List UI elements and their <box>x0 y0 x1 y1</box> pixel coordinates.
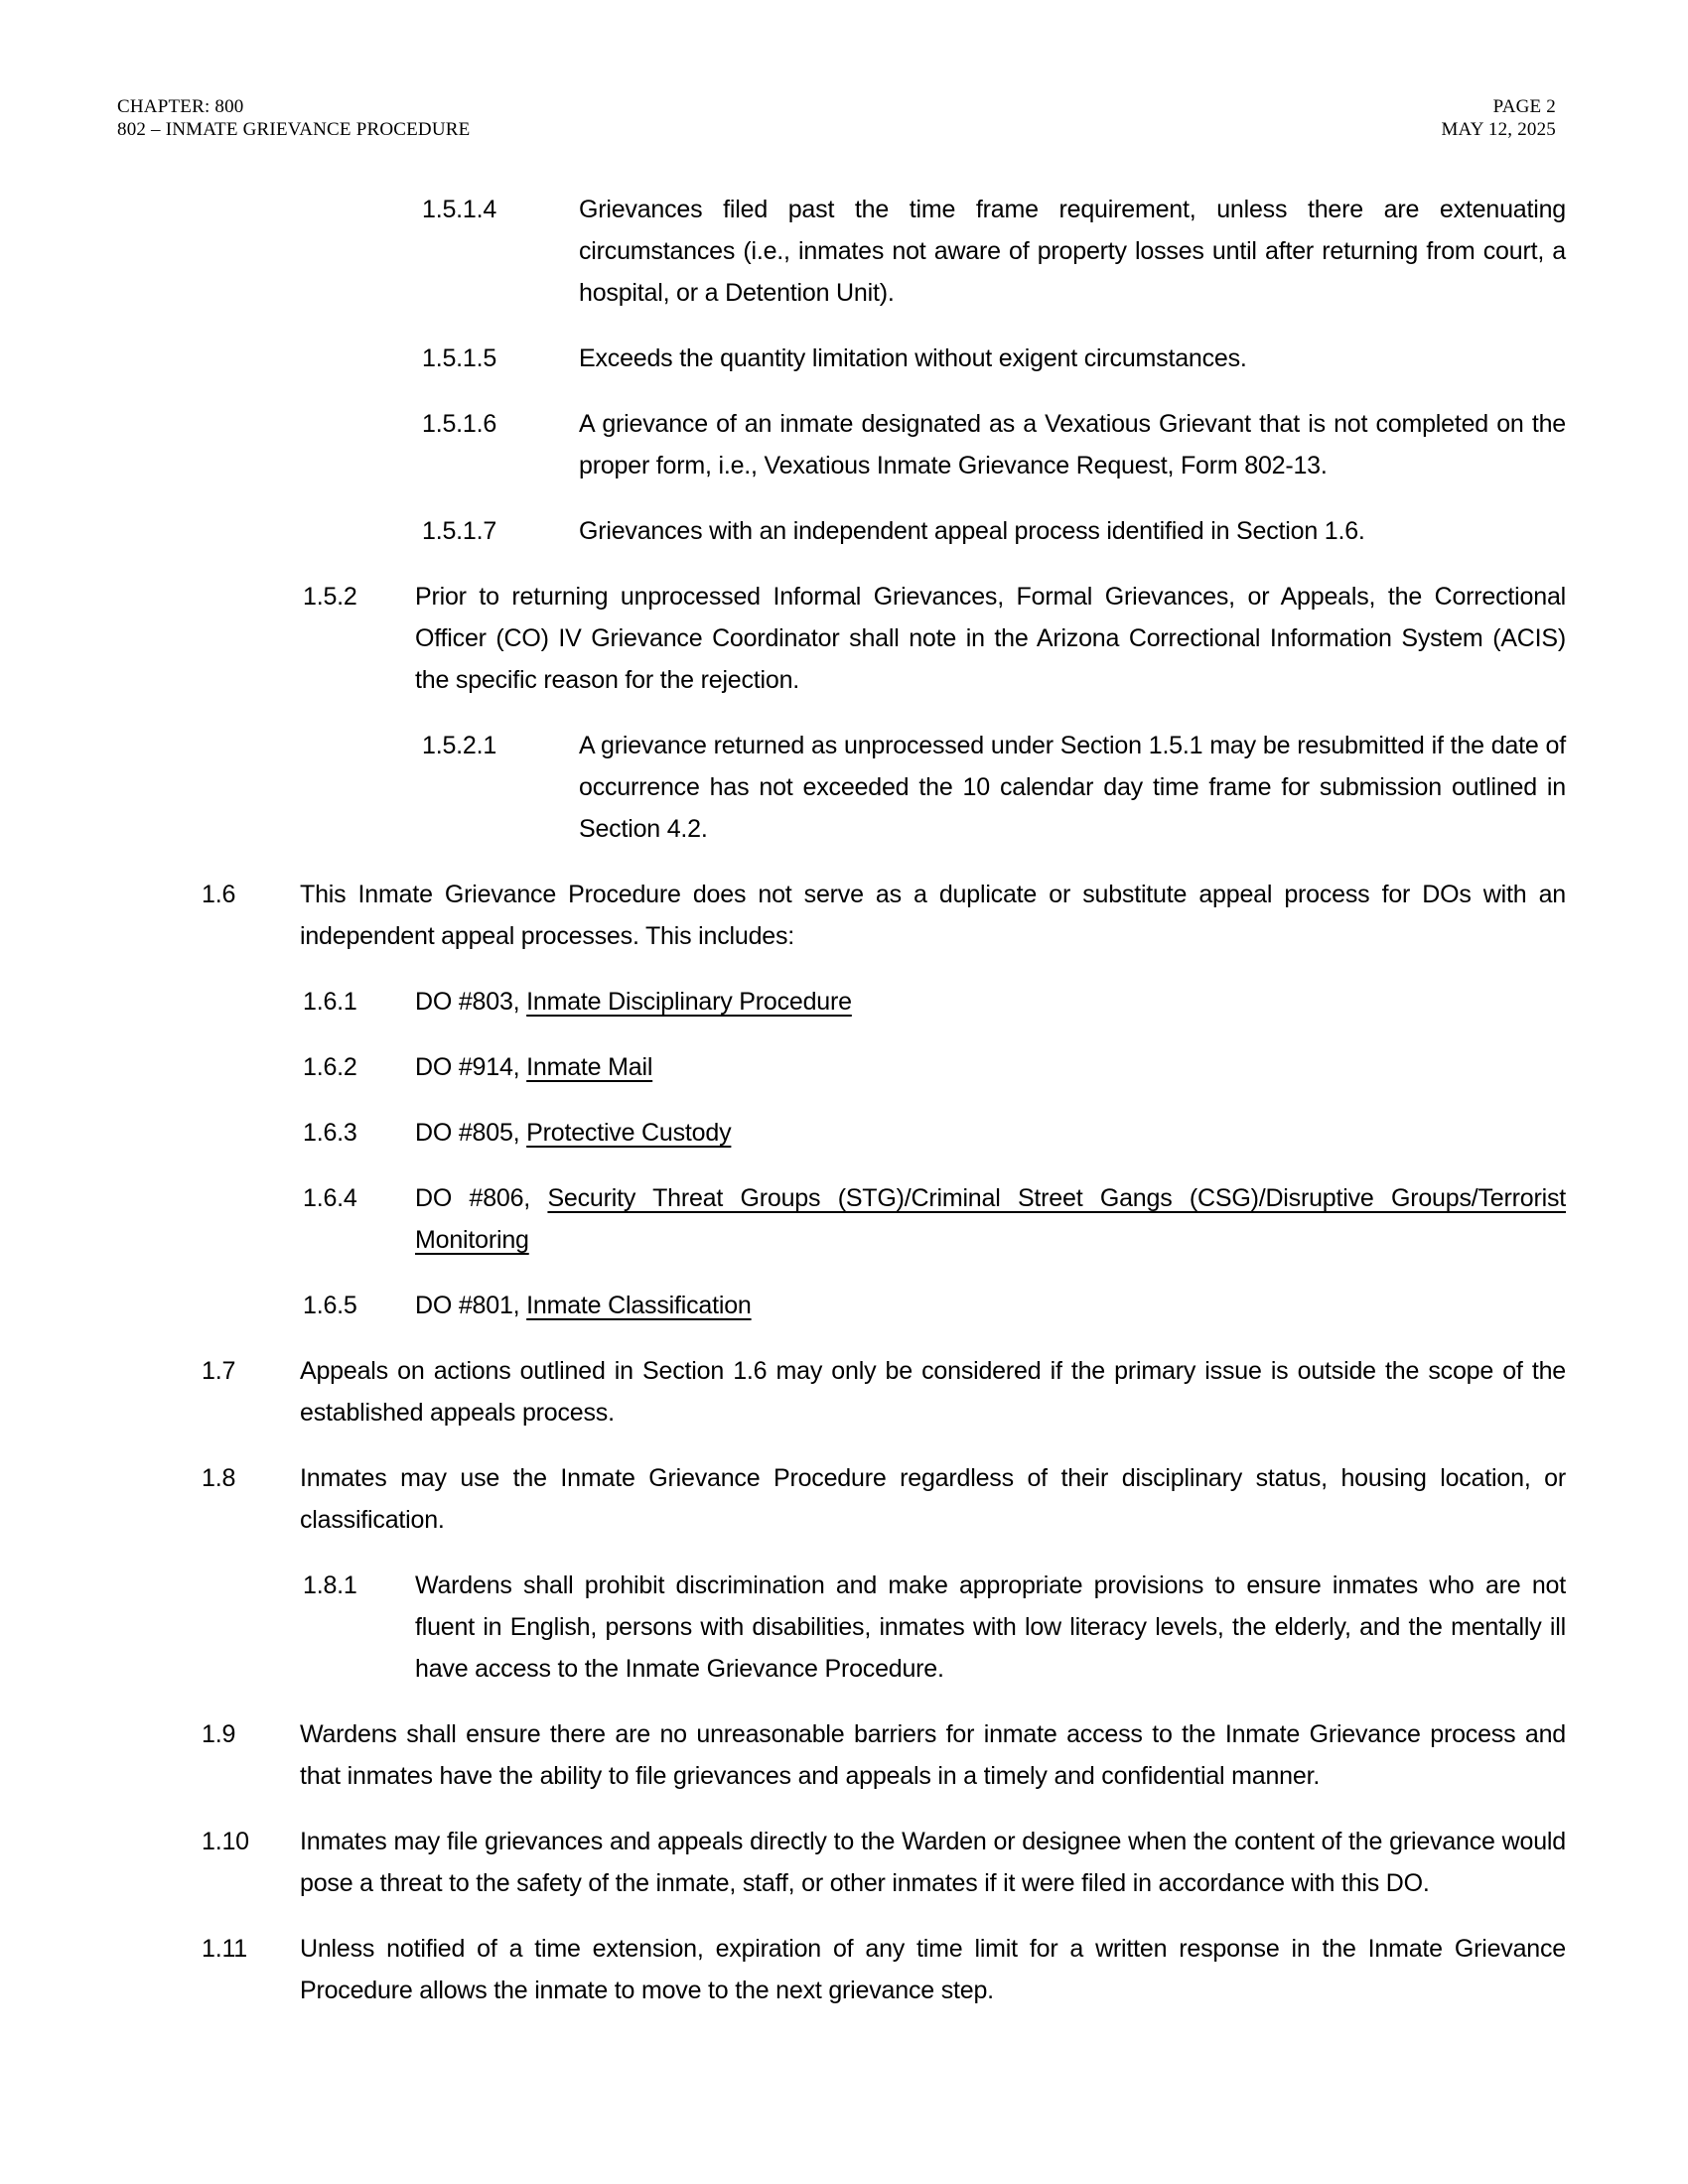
item-text-body: Wardens shall prohibit discrimination and make appropriate provisions to ensure inmates who are not fluent in English, persons with disabilities, inmates with low literacy levels, the elderly, and the mentally ill have access to the Inmate Grievance Procedure. <box>415 1571 1566 1683</box>
policy-item <box>303 1285 1566 1326</box>
do-reference-link[interactable]: Inmate Disciplinary Procedure <box>526 988 852 1016</box>
header-chapter: CHAPTER: 800 <box>117 96 244 117</box>
item-number: 1.6.2 <box>303 1053 357 1081</box>
item-text <box>415 981 1566 1023</box>
document-body <box>0 189 1688 2035</box>
item-text-body: Inmates may file grievances and appeals directly to the Warden or designee when the content of the grievance would pose a threat to the safety of the inmate, staff, or other inmates if it were filed in accordance with this DO. <box>300 1828 1566 1897</box>
policy-item <box>202 1713 1566 1797</box>
item-text <box>415 1565 1566 1690</box>
item-number: 1.6.1 <box>303 988 357 1016</box>
do-reference-link[interactable]: Inmate Mail <box>526 1053 653 1081</box>
item-text-body: Grievances with an independent appeal process identified in Section 1.6. <box>579 517 1365 545</box>
item-text-body: A grievance of an inmate designated as a Vexatious Grievant that is not completed on the proper form, i.e., Vexatious Inmate Grievance Request, Form 802-13. <box>579 410 1566 479</box>
policy-item <box>202 1928 1566 2011</box>
item-text-body: Wardens shall ensure there are no unreasonable barriers for inmate access to the Inmate Grievance process and that inmates have the ability to file grievances and appeals in a timely and confidential manner. <box>300 1720 1566 1790</box>
item-text-body: This Inmate Grievance Procedure does not serve as a duplicate or substitute appeal process for DOs with an independent appeal processes. This includes: <box>300 881 1566 950</box>
item-number: 1.10 <box>202 1828 249 1855</box>
item-number: 1.5.1.5 <box>422 344 497 372</box>
policy-item <box>303 1112 1566 1154</box>
item-text <box>300 1350 1566 1433</box>
item-text <box>300 874 1566 957</box>
item-text <box>300 1457 1566 1541</box>
policy-item <box>303 576 1566 701</box>
item-number: 1.6.4 <box>303 1184 357 1212</box>
item-number: 1.11 <box>202 1935 248 1963</box>
item-text-prefix: DO #805, <box>415 1119 527 1147</box>
item-text <box>579 725 1566 850</box>
item-number: 1.6.3 <box>303 1119 357 1147</box>
item-text <box>300 1928 1566 2011</box>
item-text <box>579 510 1566 552</box>
item-text <box>579 338 1566 379</box>
policy-item <box>202 1457 1566 1541</box>
policy-item <box>422 403 1566 486</box>
item-number: 1.5.1.4 <box>422 196 497 223</box>
header-date: MAY 12, 2025 <box>1441 119 1556 140</box>
item-text-prefix: DO #914, <box>415 1053 527 1081</box>
item-number: 1.5.2 <box>303 583 357 611</box>
item-text <box>300 1713 1566 1797</box>
item-number: 1.8.1 <box>303 1571 357 1599</box>
item-text <box>415 1177 1566 1261</box>
header-document-title: 802 – INMATE GRIEVANCE PROCEDURE <box>117 119 471 140</box>
policy-item <box>303 981 1566 1023</box>
policy-item <box>422 189 1566 314</box>
item-number: 1.8 <box>202 1464 236 1492</box>
item-text <box>415 1112 1566 1154</box>
item-number: 1.9 <box>202 1720 236 1748</box>
policy-item <box>422 510 1566 552</box>
do-reference-link[interactable]: Protective Custody <box>526 1119 732 1147</box>
do-reference-link[interactable]: Inmate Classification <box>526 1292 752 1319</box>
item-text <box>415 576 1566 701</box>
item-text <box>415 1285 1566 1326</box>
item-number: 1.7 <box>202 1357 236 1385</box>
item-text-body: Exceeds the quantity limitation without exigent circumstances. <box>579 344 1247 372</box>
item-number: 1.5.1.7 <box>422 517 497 545</box>
item-number: 1.5.2.1 <box>422 732 497 759</box>
item-text-body: Appeals on actions outlined in Section 1.6 may only be considered if the primary issue is outside the scope of the established appeals process. <box>300 1357 1566 1427</box>
item-number: 1.6 <box>202 881 236 908</box>
header-right <box>1441 95 1556 141</box>
item-text-body: Unless notified of a time extension, expiration of any time limit for a written response in the Inmate Grievance Procedure allows the inmate to move to the next grievance step. <box>300 1935 1566 2004</box>
item-text-body: A grievance returned as unprocessed under Section 1.5.1 may be resubmitted if the date of occurrence has not exceeded the 10 calendar day time frame for submission outlined in Section 4.2. <box>579 732 1566 843</box>
page-header <box>117 95 1556 141</box>
item-text <box>579 403 1566 486</box>
item-text <box>415 1046 1566 1088</box>
item-text-prefix: DO #803, <box>415 988 527 1016</box>
do-reference-link[interactable]: Security Threat Groups (STG)/Criminal Street Gangs (CSG)/Disruptive Groups/Terrorist Monitoring <box>415 1184 1566 1254</box>
policy-item <box>303 1177 1566 1261</box>
item-text-body: Inmates may use the Inmate Grievance Procedure regardless of their disciplinary status, housing location, or classification. <box>300 1464 1566 1534</box>
item-text-prefix: DO #806, <box>415 1184 548 1212</box>
item-number: 1.5.1.6 <box>422 410 497 438</box>
item-text-body: Prior to returning unprocessed Informal Grievances, Formal Grievances, or Appeals, the Correctional Officer (CO) IV Grievance Coordinator shall note in the Arizona Correctional Information System (ACIS) the specific reason for the rejection. <box>415 583 1566 694</box>
policy-item <box>303 1046 1566 1088</box>
policy-item <box>303 1565 1566 1690</box>
header-left <box>117 95 470 141</box>
item-text-prefix: DO #801, <box>415 1292 527 1319</box>
policy-item <box>202 1821 1566 1904</box>
header-page-number: PAGE 2 <box>1492 96 1556 117</box>
item-text-body: Grievances filed past the time frame requirement, unless there are extenuating circumstances (i.e., inmates not aware of property losses until after returning from court, a hospital, or a Detention Unit). <box>579 196 1566 307</box>
policy-item <box>422 338 1566 379</box>
item-number: 1.6.5 <box>303 1292 357 1319</box>
item-text <box>300 1821 1566 1904</box>
policy-item <box>202 1350 1566 1433</box>
policy-item <box>422 725 1566 850</box>
item-text <box>579 189 1566 314</box>
policy-item <box>202 874 1566 957</box>
